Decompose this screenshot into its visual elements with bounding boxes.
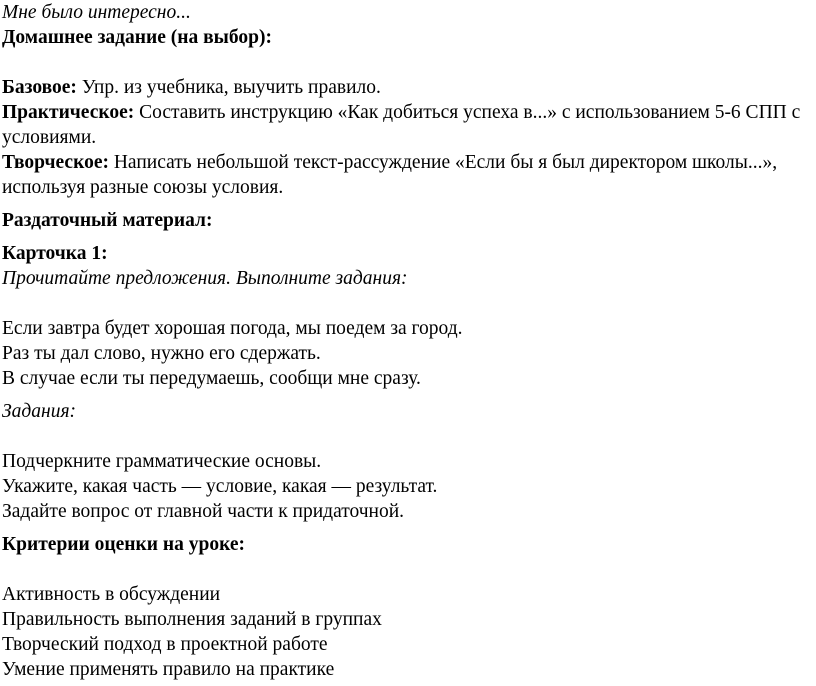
- handout-heading: Раздаточный материал:: [2, 210, 213, 231]
- homework-item-label: Базовое:: [2, 77, 77, 98]
- criteria-item: Творческий подход в проектной работе: [2, 634, 328, 655]
- task-item: Подчеркните грамматические основы.: [2, 451, 322, 472]
- criteria-heading: Критерии оценки на уроке:: [2, 534, 245, 555]
- task-item: Укажите, какая часть — условие, какая — результат.: [2, 476, 438, 497]
- spacer: [2, 291, 812, 316]
- homework-item-text: Упр. из учебника, выучить правило.: [76, 77, 381, 98]
- card-instruction: Прочитайте предложения. Выполните задания:: [2, 268, 408, 289]
- criteria-item: Умение применять правило на практике: [2, 659, 335, 680]
- sentence-item: В случае если ты передумаешь, сообщи мне сразу.: [2, 368, 421, 389]
- document-page: [2, 0, 812, 682]
- homework-item-basic: [2, 75, 812, 100]
- homework-item-label: Практическое:: [2, 102, 135, 123]
- spacer: [2, 200, 812, 208]
- card-title: Карточка 1:: [2, 243, 108, 264]
- homework-item-text: Написать небольшой текст-рассуждение «Если бы я был директором школы...», используя разные союзы условия.: [2, 152, 778, 198]
- sentence-item: Если завтра будет хорошая погода, мы поедем за город.: [2, 318, 463, 339]
- tasks-label: Задания:: [2, 401, 77, 422]
- criteria-item: Правильность выполнения заданий в группах: [2, 609, 382, 630]
- homework-heading: Домашнее задание (на выбор):: [2, 27, 272, 48]
- intro-text: Мне было интересно...: [2, 2, 191, 23]
- homework-item-text: Составить инструкцию «Как добиться успеха в...» с использованием 5-6 СПП с условиями.: [2, 102, 801, 148]
- task-item: Задайте вопрос от главной части к придаточной.: [2, 501, 405, 522]
- homework-item-creative: [2, 150, 812, 200]
- spacer: [2, 557, 812, 582]
- sentence-item: Раз ты дал слово, нужно его сдержать.: [2, 343, 321, 364]
- spacer: [2, 424, 812, 449]
- spacer: [2, 233, 812, 241]
- spacer: [2, 50, 812, 75]
- homework-item-label: Творческое:: [2, 152, 109, 173]
- spacer: [2, 524, 812, 532]
- homework-item-practical: [2, 100, 812, 150]
- spacer: [2, 391, 812, 399]
- criteria-item: Активность в обсуждении: [2, 584, 221, 605]
